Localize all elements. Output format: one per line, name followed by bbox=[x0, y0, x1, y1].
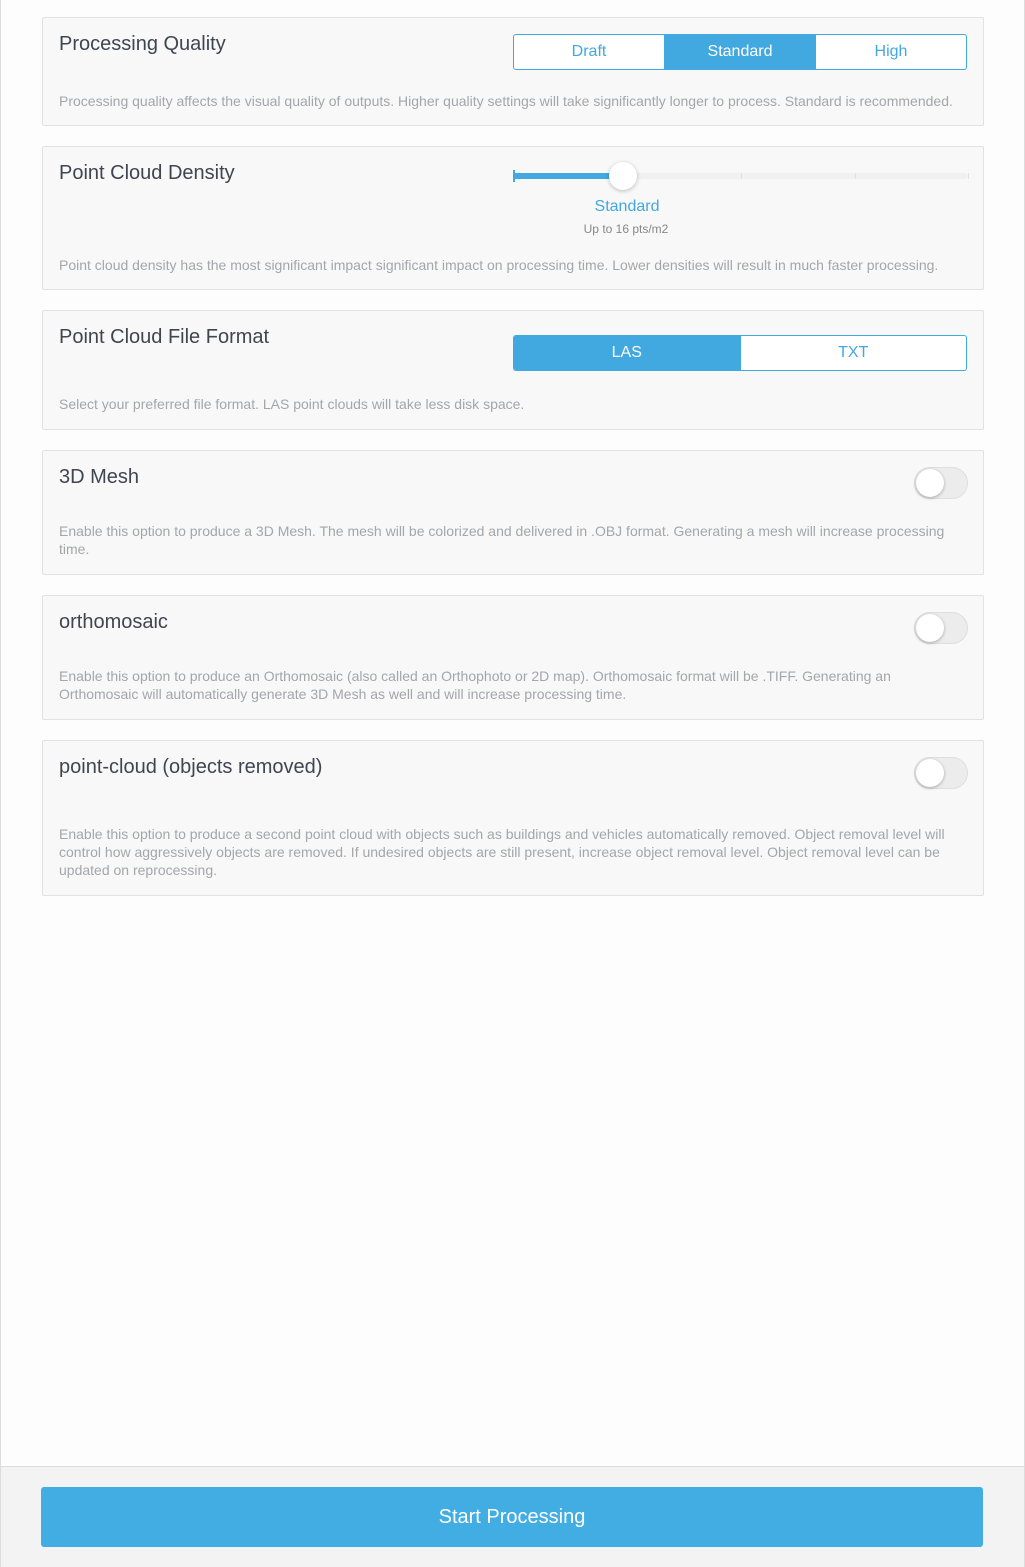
toggle-knob bbox=[916, 759, 944, 787]
processing-quality-selector bbox=[513, 34, 967, 70]
density-value-label: Standard bbox=[594, 198, 660, 215]
objects-removed-toggle[interactable] bbox=[914, 757, 968, 789]
file-format-card bbox=[42, 310, 984, 430]
file-format-description: Select your preferred file format. LAS point clouds will take less disk space. bbox=[59, 396, 525, 412]
point-cloud-density-description: Point cloud density has the most significant impact significant impact on processing time. Lower densities will result in much faster processing. bbox=[59, 257, 939, 273]
orthomosaic-toggle[interactable] bbox=[914, 612, 968, 644]
file-format-title: Point Cloud File Format bbox=[59, 326, 270, 348]
density-slider-fill bbox=[513, 173, 623, 179]
density-value-sublabel: Up to 16 pts/m2 bbox=[583, 222, 669, 236]
density-slider-tick bbox=[513, 170, 515, 182]
processing-quality-title: Processing Quality bbox=[59, 33, 226, 55]
mesh-toggle[interactable] bbox=[914, 467, 968, 499]
processing-quality-card bbox=[42, 17, 984, 126]
density-slider-tick bbox=[968, 173, 969, 179]
objects-removed-title: point-cloud (objects removed) bbox=[59, 756, 323, 778]
format-option-las[interactable]: LAS bbox=[514, 336, 740, 370]
quality-option-high[interactable]: High bbox=[815, 35, 966, 69]
processing-quality-description: Processing quality affects the visual quality of outputs. Higher quality settings will take significantly longer to process. Standard is recommended. bbox=[59, 93, 953, 109]
point-cloud-density-card bbox=[42, 146, 984, 290]
start-processing-button[interactable]: Start Processing bbox=[41, 1487, 983, 1547]
orthomosaic-card bbox=[42, 595, 984, 720]
file-format-selector bbox=[513, 335, 967, 371]
point-cloud-density-title: Point Cloud Density bbox=[59, 162, 235, 184]
quality-option-draft[interactable]: Draft bbox=[571, 43, 607, 60]
mesh-title: 3D Mesh bbox=[59, 466, 140, 488]
objects-removed-description: Enable this option to produce a second point cloud with objects such as buildings and vehicles automatically removed. Object removal level will control how aggressively objects are removed. If undesired objects are still present, increase object removal level. Object removal level can be updated on reprocessing. bbox=[59, 826, 945, 878]
toggle-knob bbox=[916, 614, 944, 642]
density-slider-tick bbox=[741, 173, 742, 179]
orthomosaic-description: Enable this option to produce an Orthomosaic (also called an Orthophoto or 2D map). Orthomosaic format will be .TIFF. Generating an Orthomosaic will automatically generate 3D Mesh as well and will increase processing time. bbox=[59, 668, 891, 702]
orthomosaic-title: orthomosaic bbox=[59, 611, 168, 633]
quality-option-standard[interactable]: Standard bbox=[664, 35, 815, 69]
density-slider-thumb[interactable] bbox=[609, 162, 637, 190]
density-slider-tick bbox=[855, 173, 856, 179]
density-slider[interactable] bbox=[513, 163, 969, 187]
footer-bar bbox=[1, 1466, 1024, 1567]
format-option-txt[interactable]: TXT bbox=[740, 336, 967, 370]
mesh-card bbox=[42, 450, 984, 575]
toggle-knob bbox=[916, 469, 944, 497]
objects-removed-card bbox=[42, 740, 984, 896]
mesh-description: Enable this option to produce a 3D Mesh. The mesh will be colorized and delivered in .OBJ format. Generating a mesh will increase processing time. bbox=[59, 523, 945, 557]
